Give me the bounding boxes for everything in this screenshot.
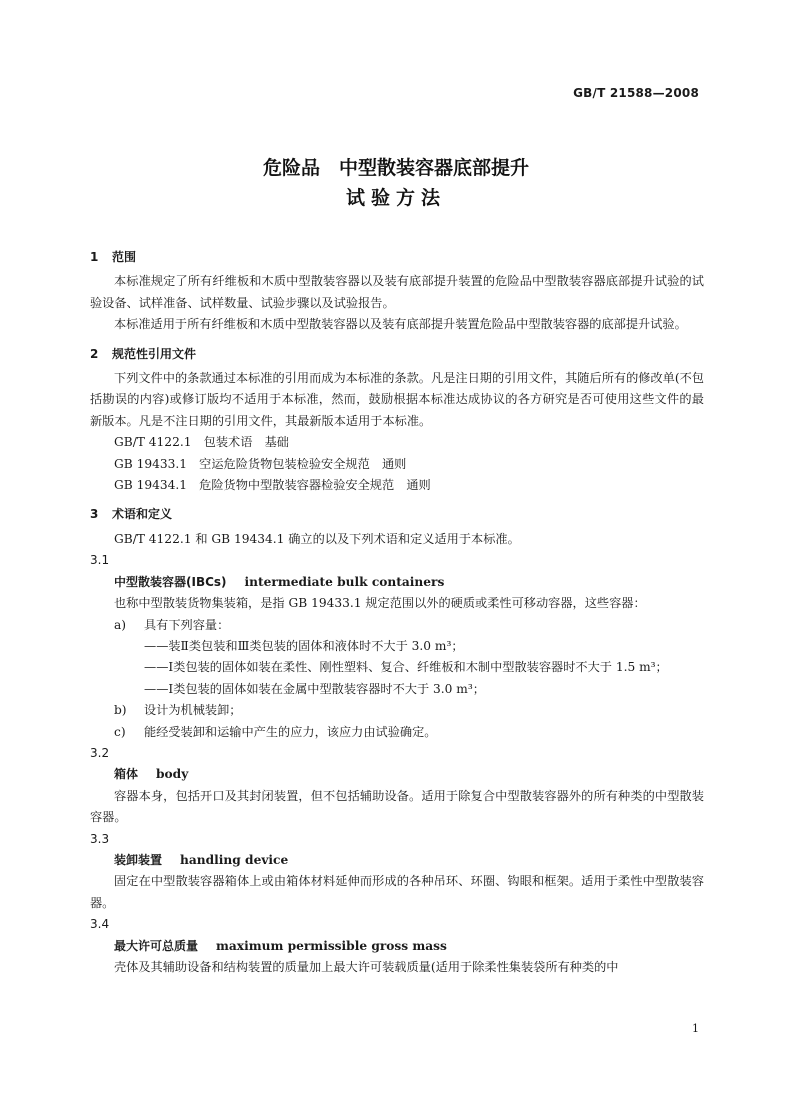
list-item: [90, 722, 704, 743]
title-line-1: 危险品 中型散装容器底部提升: [262, 157, 529, 179]
list-item: [90, 615, 704, 636]
paragraph: 本标准规定了所有纤维板和木质中型散装容器以及装有底部提升装置的危险品中型散装容器底部提升试验的试验设备、试样准备、试样数量、试验步骤以及试验报告。: [90, 274, 704, 310]
term-definition: 壳体及其辅助设备和结构装置的质量加上最大许可装载质量(适用于除柔性集装袋所有种类的中: [114, 960, 619, 974]
term-definition: 固定在中型散装容器箱体上或由箱体材料延伸而形成的各种吊环、环圈、钩眼和框架。适用于柔性中型散装容器。: [90, 874, 704, 910]
dash-item: ——Ⅰ类包装的固体如装在柔性、刚性塑料、复合、纤维板和木制中型散装容器时不大于 1.5 m³；: [144, 660, 668, 675]
document-body: [90, 247, 704, 978]
paragraph: 下列文件中的条款通过本标准的引用而成为本标准的条款。凡是注日期的引用文件，其随后所有的修改单(不包括勘误的内容)或修订版均不适用于本标准，然而，鼓励根据本标准达成协议的各方研究是否可使用这些文件的最新版本。凡是不注日期的引用文件，其最新版本适用于本标准。: [90, 371, 704, 428]
term-definition: 也称中型散装货物集装箱，是指 GB 19433.1 规定范围以外的硬质或柔性可移动容器，这些容器：: [114, 596, 646, 611]
section-number: 2: [90, 346, 99, 361]
section-title: 范围: [112, 250, 137, 264]
section-1-heading: [90, 247, 704, 268]
standard-code: GB/T 21588—2008: [573, 86, 699, 100]
term-heading: [90, 850, 704, 871]
term-english: intermediate bulk containers: [244, 574, 445, 589]
title-line-2: 试验方法: [345, 187, 446, 209]
paragraph: GB/T 4122.1 和 GB 19434.1 确立的以及下列术语和定义适用于本标准。: [114, 531, 520, 546]
section-title: 规范性引用文件: [112, 346, 197, 361]
term-english: body: [156, 767, 189, 782]
reference-item: GB 19434.1 危险货物中型散装容器检验安全规范 通则: [114, 478, 431, 493]
term-english: maximum permissible gross mass: [216, 938, 447, 953]
term-heading: [90, 764, 704, 785]
subsection-number: 3.2: [90, 745, 110, 760]
list-item: [90, 700, 704, 721]
list-text: 能经受装卸和运输中产生的应力，该应力由试验确定。: [144, 724, 437, 739]
list-text: 设计为机械装卸；: [144, 703, 242, 718]
term-chinese: 箱体: [114, 767, 139, 782]
term-heading: [90, 572, 704, 593]
list-label: b): [114, 703, 127, 718]
section-number: 1: [90, 250, 99, 264]
list-text: 具有下列容量：: [144, 617, 230, 632]
subsection-number: 3.4: [90, 917, 110, 932]
list-label: c): [114, 724, 126, 739]
subsection-number: 3.1: [90, 553, 110, 568]
reference-item: GB/T 4122.1 包装术语 基础: [114, 435, 289, 450]
term-chinese: 最大许可总质量: [114, 938, 199, 953]
section-title: 术语和定义: [112, 507, 173, 522]
reference-item: GB 19433.1 空运危险货物包装检验安全规范 通则: [114, 456, 407, 471]
term-chinese: 装卸装置: [114, 852, 163, 867]
term-definition: 容器本身，包括开口及其封闭装置，但不包括辅助设备。适用于除复合中型散装容器外的所有种类的中型散装容器。: [90, 788, 704, 825]
page-number: 1: [692, 1022, 699, 1035]
section-3-heading: [90, 504, 704, 525]
term-chinese: 中型散装容器(IBCs): [114, 574, 227, 589]
dash-item: ——装Ⅱ类包装和Ⅲ类包装的固体和液体时不大于 3.0 m³；: [144, 638, 464, 653]
section-number: 3: [90, 507, 99, 522]
subsection-number: 3.3: [90, 831, 110, 846]
dash-item: ——Ⅰ类包装的固体如装在金属中型散装容器时不大于 3.0 m³；: [144, 681, 485, 696]
section-2-heading: [90, 344, 704, 365]
paragraph: 本标准适用于所有纤维板和木质中型散装容器以及装有底部提升装置危险品中型散装容器的底部提升试验。: [114, 317, 687, 332]
term-heading: [90, 936, 704, 957]
list-label: a): [114, 617, 127, 632]
term-english: handling device: [180, 852, 289, 867]
